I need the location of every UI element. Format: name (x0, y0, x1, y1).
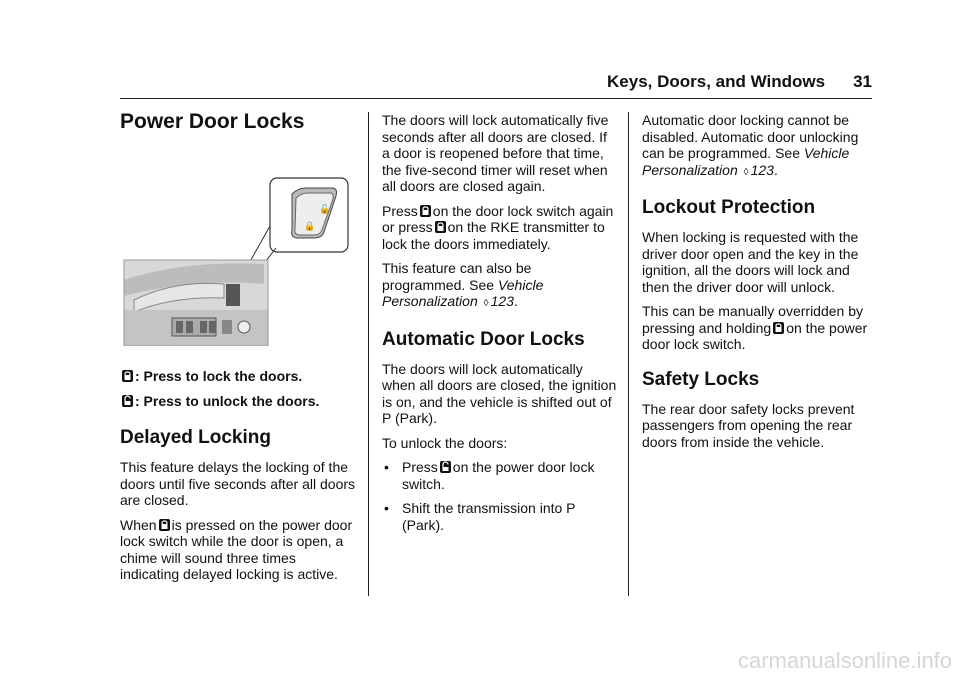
bullet-item-1 (382, 459, 618, 492)
delayed-locking-heading: Delayed Locking (120, 427, 271, 448)
rke-text: on the RKE transmitter to lock the doors immediately. (382, 219, 605, 252)
page-ref[interactable]: 123 (490, 293, 514, 309)
lock-open-icon (440, 461, 451, 473)
override-end-text: on the power door lock switch. (642, 319, 868, 352)
auto-lock-paragraph: The doors will lock automatically five seconds after all doors are closed. If a door is reopened before that time, the five-second timer will reset when all doors are closed again. (382, 112, 609, 194)
lockout-paragraph-2 (642, 303, 878, 353)
programmed-paragraph: This feature can also be programmed. See Vehicle Personalization ◊ 123. (382, 260, 544, 309)
section-title: Keys, Doors, and Windows (607, 72, 826, 91)
bullet-marker: • (384, 500, 389, 516)
door-panel-figure (120, 160, 352, 346)
lock-closed-icon (159, 519, 170, 531)
unlock-legend-text: : Press to unlock the doors. (135, 392, 320, 409)
header-rule (120, 98, 872, 99)
bullet-marker: • (384, 459, 389, 475)
bullet-item-2 (382, 500, 618, 533)
column-3 (642, 112, 878, 458)
auto-unlock-paragraph: Automatic door locking cannot be disabled. Automatic door unlocking can be programmed. See Vehicle Personalization ◊ 123. (642, 112, 859, 178)
auto-door-locks-paragraph: The doors will lock automatically when all doors are closed, the ignition is on, and the vehicle is shifted out of P (Park). (382, 360, 617, 426)
page-ref[interactable]: 123 (750, 161, 774, 178)
press-text: Press (382, 202, 418, 219)
programmed-text: This feature can also be programmed. See (382, 260, 532, 293)
unlock-intro: To unlock the doors: (382, 434, 508, 451)
page-number: 31 (853, 72, 872, 91)
page-ref-arrow-icon: ◊ (483, 298, 489, 309)
svg-text:🔓: 🔓 (319, 205, 331, 215)
safety-locks-heading: Safety Locks (642, 368, 760, 390)
running-header (607, 72, 872, 92)
page-ref-arrow-icon: ◊ (743, 166, 749, 178)
lock-closed-icon (122, 370, 133, 382)
lock-open-icon (122, 395, 133, 407)
bullet-1-end: on the power door lock switch. (402, 459, 595, 492)
vehicle-personalization-link[interactable]: Vehicle Personalization (642, 145, 850, 178)
bullet-2-text: Shift the transmission into P (Park). (402, 500, 576, 533)
column-2 (382, 112, 618, 541)
override-text: This can be manually overridden by pressing and holding (642, 303, 864, 336)
delayed-p2-start: When (120, 516, 157, 533)
switch-text: on the door lock switch again or press (382, 202, 614, 235)
column-divider-2 (628, 112, 629, 596)
lockout-protection-heading: Lockout Protection (642, 197, 816, 218)
door-lock-switch-illustration (120, 160, 352, 346)
safety-locks-paragraph: The rear door safety locks prevent passengers from opening the rear doors from inside the vehicle. (642, 400, 855, 450)
watermark[interactable]: carmanualsonline.info (737, 648, 952, 673)
vehicle-personalization-link[interactable]: Vehicle Personalization (382, 276, 544, 309)
delayed-p2-end: is pressed on the power door lock switch while the door is open, a chime will sound three times indicating delayed locking is active. (120, 516, 353, 582)
automatic-door-locks-heading: Automatic Door Locks (382, 328, 585, 350)
unlock-legend (120, 393, 356, 410)
column-divider-1 (368, 112, 369, 596)
press-lock-paragraph (382, 203, 618, 253)
lock-closed-icon (773, 322, 784, 334)
delayed-locking-paragraph-2 (120, 517, 356, 583)
svg-text:🔒: 🔒 (304, 222, 316, 232)
power-door-locks-heading: Power Door Locks (120, 110, 305, 133)
auto-unlock-text: Automatic door locking cannot be disabled. Automatic door unlocking can be programmed. See (642, 112, 859, 161)
delayed-locking-paragraph-1: This feature delays the locking of the doors until five seconds after all doors are closed. (120, 459, 356, 508)
column-1 (120, 110, 356, 591)
lock-closed-icon (420, 205, 431, 217)
lock-legend (120, 368, 356, 385)
lock-legend-text: : Press to lock the doors. (135, 368, 303, 384)
bullet-1-start: Press (402, 459, 438, 475)
lock-closed-icon (435, 221, 446, 233)
lockout-paragraph-1: When locking is requested with the driver door open and the key in the ignition, all the doors will lock and then the driver door will unlock. (642, 229, 859, 295)
